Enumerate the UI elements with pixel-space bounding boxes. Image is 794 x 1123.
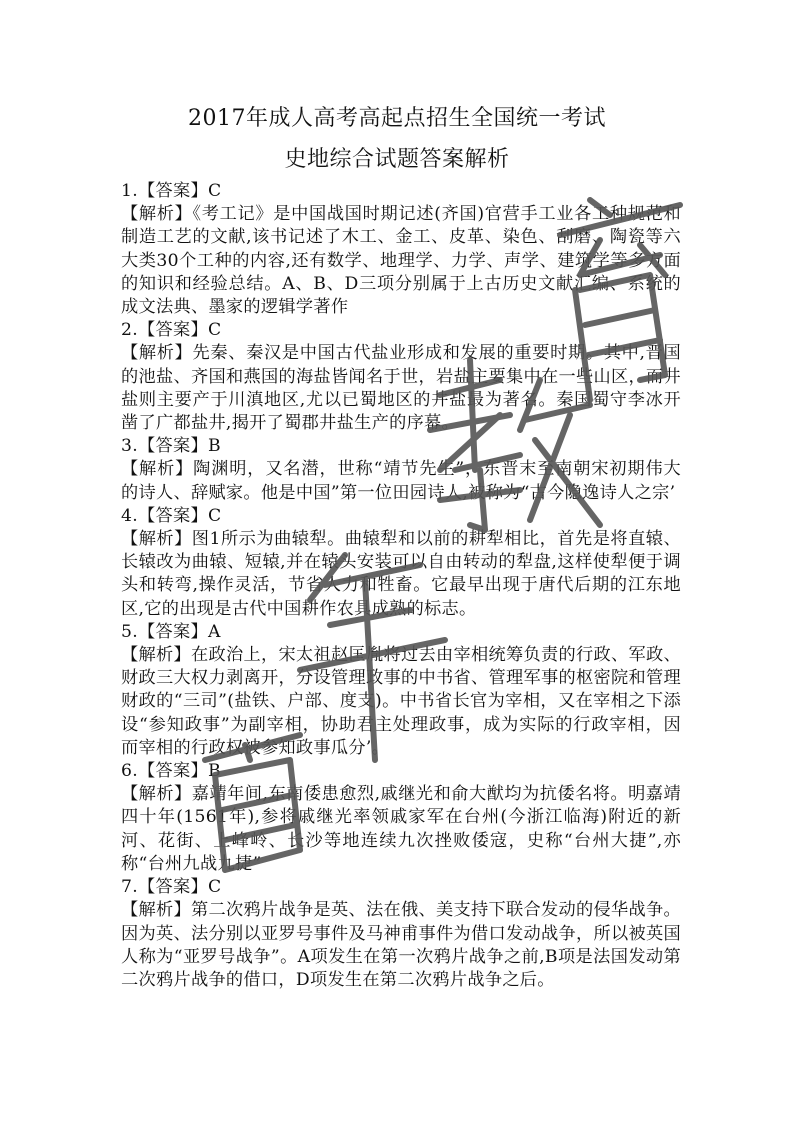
answer-line: 2.【答案】C — [121, 320, 222, 341]
answer-line: 5.【答案】A — [121, 621, 221, 642]
analysis-paragraph: 【解析】先秦、秦汉是中国古代盐业形成和发展的重要时期。其中,晋国的池盐、齐国和燕国的海盐皆闻名于世，岩盐主要集中在一些山区，而井盐则主要产于川滇地区,尤以已蜀地区的井盐最为著名。秦国蜀守李冰开凿了广都盐井,揭开了蜀郡井盐生产的序幕。 — [121, 343, 681, 434]
document-subtitle: 史地综合试题答案解析 — [284, 147, 510, 172]
analysis-paragraph: 【解析】在政治上，宋太祖赵匡胤将过去由宰相统筹负责的行政、军政、财政三大权力剥离开，分设管理政事的中书省、管理军事的枢密院和管理财政的“三司”(盐铁、户部、度支)。中书省长官为宰相，又在宰相之下添设“参知政事”为副宰相，协助君主处理政事，成为实际的行政宰相，因而宰相的行政权被参知政事瓜分’。 — [121, 645, 681, 758]
answer-line: 1.【答案】C — [121, 181, 222, 201]
analysis-paragraph: 【解析】嘉靖年间,东南倭患愈烈,戚继光和俞大猷均为抗倭名将。明嘉靖四十年(1561年),参将戚继光率领戚家军在台州(今浙江临海)附近的新河、花街、上峰岭、长沙等地连续九次挫败倭寇，史称“台州大捷”,亦称“台州九战九捷” — [121, 784, 681, 874]
answer-list — [121, 180, 681, 992]
analysis-paragraph: 【解析】图1所示为曲辕犁。曲辕犁和以前的耕犁相比，首先是将直辕、长辕改为曲辕、短辕,并在辕头安装可以自由转动的犁盘,这样使犁便于调头和转弯,操作灵活，节省人力和牲畜。它最早出现于唐代后期的江东地区,它的出现是古代中国耕作农具成熟的标志。 — [121, 529, 681, 619]
answer-line: 6.【答案】B — [121, 761, 221, 782]
document-title: 2017年成人高考高起点招生全国统一考试 — [188, 106, 606, 131]
analysis-paragraph: 【解析】陶渊明，又名潜，世称“靖节先生”，东晋末至南朝宋初期伟大的诗人、辞赋家。他是中国”第一位田园诗人,被称为“古今隐逸诗人之宗’ — [121, 459, 681, 503]
analysis-paragraph: 【解析】《考工记》是中国战国时期记述(齐国)官营手工业各工种规范和制造工艺的文献,该书记述了木工、金工、皮革、染色、刮磨、陶瓷等六大类30个工种的内容,还有数学、地理学、力学、声学、建筑学等多方面的知识和经验总结。A、B、D三项分别属于上古历史文献汇编、系统的成文法典、墨家的逻辑学著作 — [121, 204, 681, 318]
analysis-paragraph: 【解析】第二次鸦片战争是英、法在俄、美支持下联合发动的侵华战争。因为英、法分别以亚罗号事件及马神甫事件为借口发动战争，所以被英国人称为“亚罗号战争”。A项发生在第一次鸦片战争之前,B项是法国发动第二次鸦片战争的借口，D项发生在第二次鸦片战争之后。 — [121, 900, 681, 990]
answer-line: 4.【答案】C — [121, 505, 222, 526]
answer-line: 7.【答案】C — [121, 877, 222, 898]
answer-line: 3.【答案】B — [121, 436, 221, 457]
